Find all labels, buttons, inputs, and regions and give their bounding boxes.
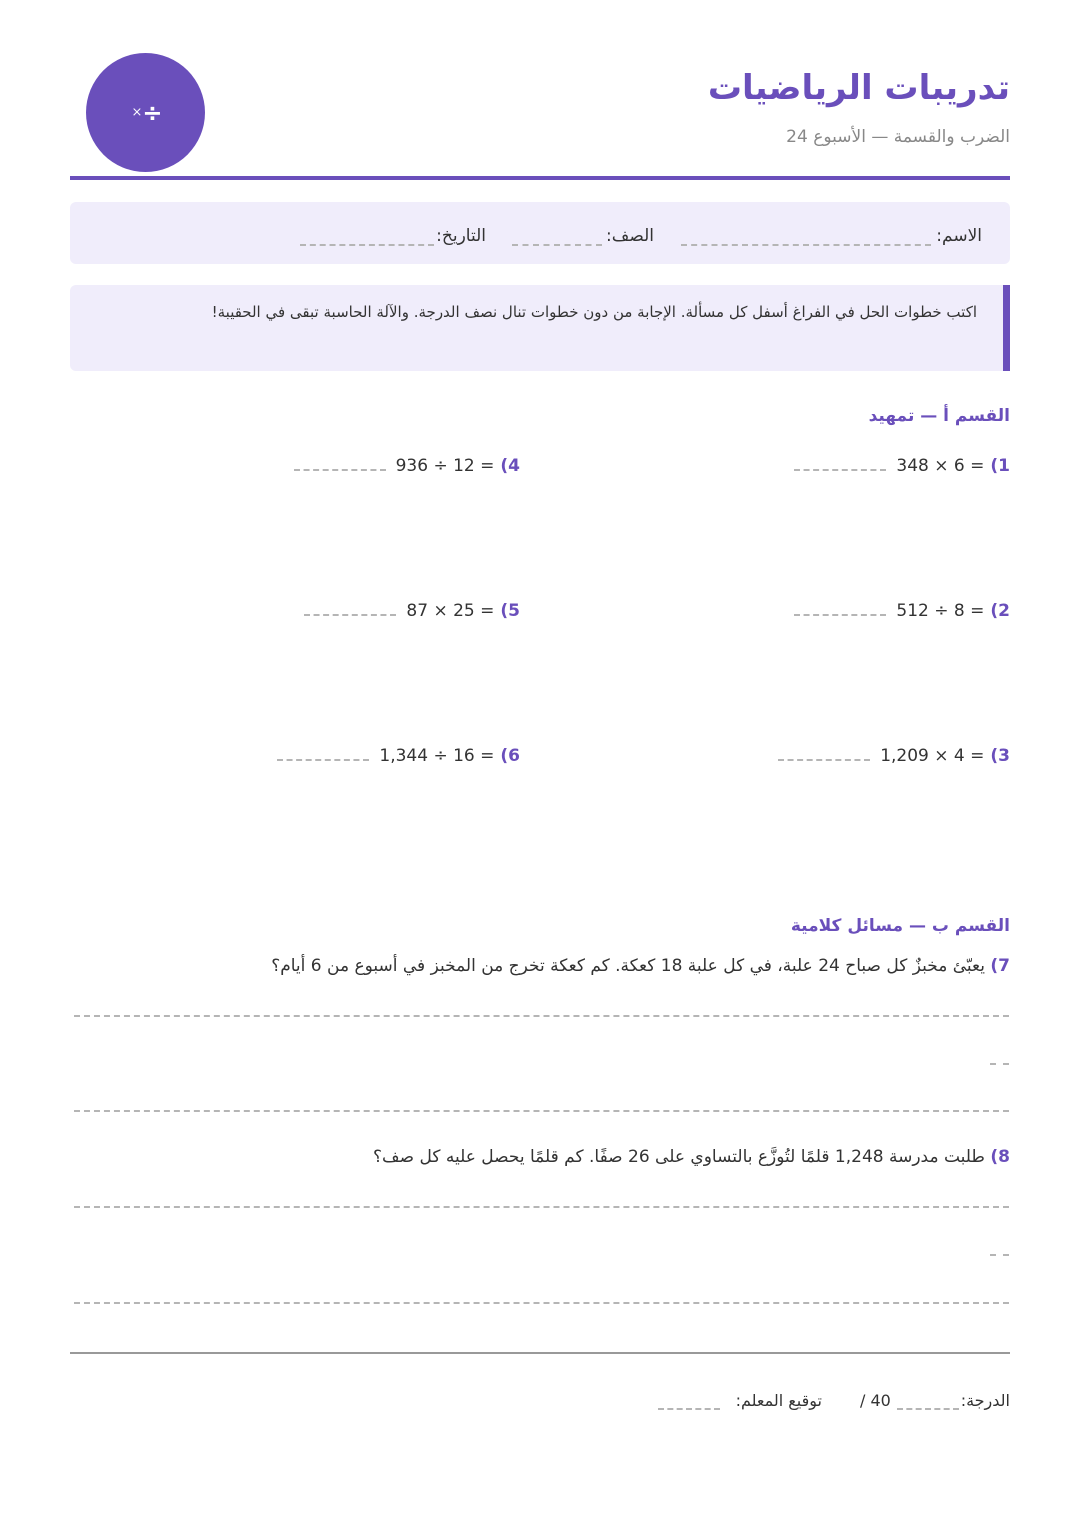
student-info-box: [70, 202, 1010, 264]
answer-line[interactable]: [74, 1110, 1009, 1112]
page-title: تدريبات الرياضيات: [707, 68, 1010, 108]
problem-text: يعبّئ مخبزٌ كل صباح 24 علبة، في كل علبة 18 كعكة. كم كعكة تخرج من المخبز في أسبوع من 6 أيام؟: [271, 956, 985, 976]
date-field[interactable]: [300, 244, 434, 246]
grade-total: / 40: [860, 1391, 891, 1410]
problem-number: 7): [990, 956, 1010, 976]
problem-2: [794, 601, 1010, 621]
problem-text: طلبت مدرسة 1,248 قلمًا لتُوزَّع بالتساوي على 26 صفًا. كم قلمًا يحصل عليه كل صف؟: [373, 1147, 985, 1167]
word-problem-7: [271, 956, 1010, 976]
answer-blank[interactable]: [277, 751, 369, 761]
problem-5: [304, 601, 520, 621]
answer-line[interactable]: [74, 1206, 1009, 1208]
answer-blank[interactable]: [794, 606, 886, 616]
class-label: الصف:: [606, 226, 654, 246]
footer-divider: [70, 1352, 1010, 1354]
answer-blank[interactable]: [794, 461, 886, 471]
problem-expression: 936 ÷ 12 =: [395, 456, 495, 476]
answer-line[interactable]: [990, 1254, 1009, 1256]
section-a-title: القسم أ — تمهيد: [868, 406, 1010, 426]
problem-number: 5): [500, 601, 520, 621]
problem-number: 4): [500, 456, 520, 476]
class-field[interactable]: [512, 244, 602, 246]
signature-label: توقيع المعلم:: [735, 1391, 822, 1410]
instructions-text: اكتب خطوات الحل في الفراغ أسفل كل مسألة. الإجابة من دون خطوات تنال نصف الدرجة. والآلة الحاسبة تبقى في الحقيبة!: [211, 303, 977, 321]
problem-expression: 87 × 25 =: [406, 601, 495, 621]
divide-icon: ÷: [142, 98, 163, 127]
logo: [86, 53, 205, 172]
problem-6: [277, 746, 520, 766]
word-problem-8: [373, 1147, 1010, 1167]
problem-1: [794, 456, 1010, 476]
answer-blank[interactable]: [778, 751, 870, 761]
answer-blank[interactable]: [294, 461, 386, 471]
problem-3: [778, 746, 1010, 766]
page-subtitle: الضرب والقسمة — الأسبوع 24: [786, 127, 1010, 147]
name-field[interactable]: [681, 244, 931, 246]
answer-line[interactable]: [74, 1015, 1009, 1017]
header-divider: [70, 176, 1010, 180]
problem-expression: 1,344 ÷ 16 =: [379, 746, 495, 766]
problem-number: 1): [990, 456, 1010, 476]
section-b-title: القسم ب — مسائل كلامية: [790, 916, 1010, 936]
name-label: الاسم:: [936, 226, 982, 246]
problem-number: 3): [990, 746, 1010, 766]
problem-expression: 512 ÷ 8 =: [896, 601, 985, 621]
date-label: التاريخ:: [436, 226, 486, 246]
instructions-box: [70, 285, 1010, 371]
signature-field[interactable]: [658, 1408, 720, 1410]
grade-field[interactable]: [897, 1408, 959, 1410]
problem-number: 2): [990, 601, 1010, 621]
problem-expression: 1,209 × 4 =: [880, 746, 985, 766]
times-icon: ×: [131, 105, 143, 120]
problem-4: [294, 456, 520, 476]
problem-number: 6): [500, 746, 520, 766]
problem-number: 8): [990, 1147, 1010, 1167]
answer-line[interactable]: [74, 1302, 1009, 1304]
answer-line[interactable]: [990, 1063, 1009, 1065]
grade-label: الدرجة:: [960, 1391, 1010, 1410]
problem-expression: 348 × 6 =: [896, 456, 985, 476]
answer-blank[interactable]: [304, 606, 396, 616]
